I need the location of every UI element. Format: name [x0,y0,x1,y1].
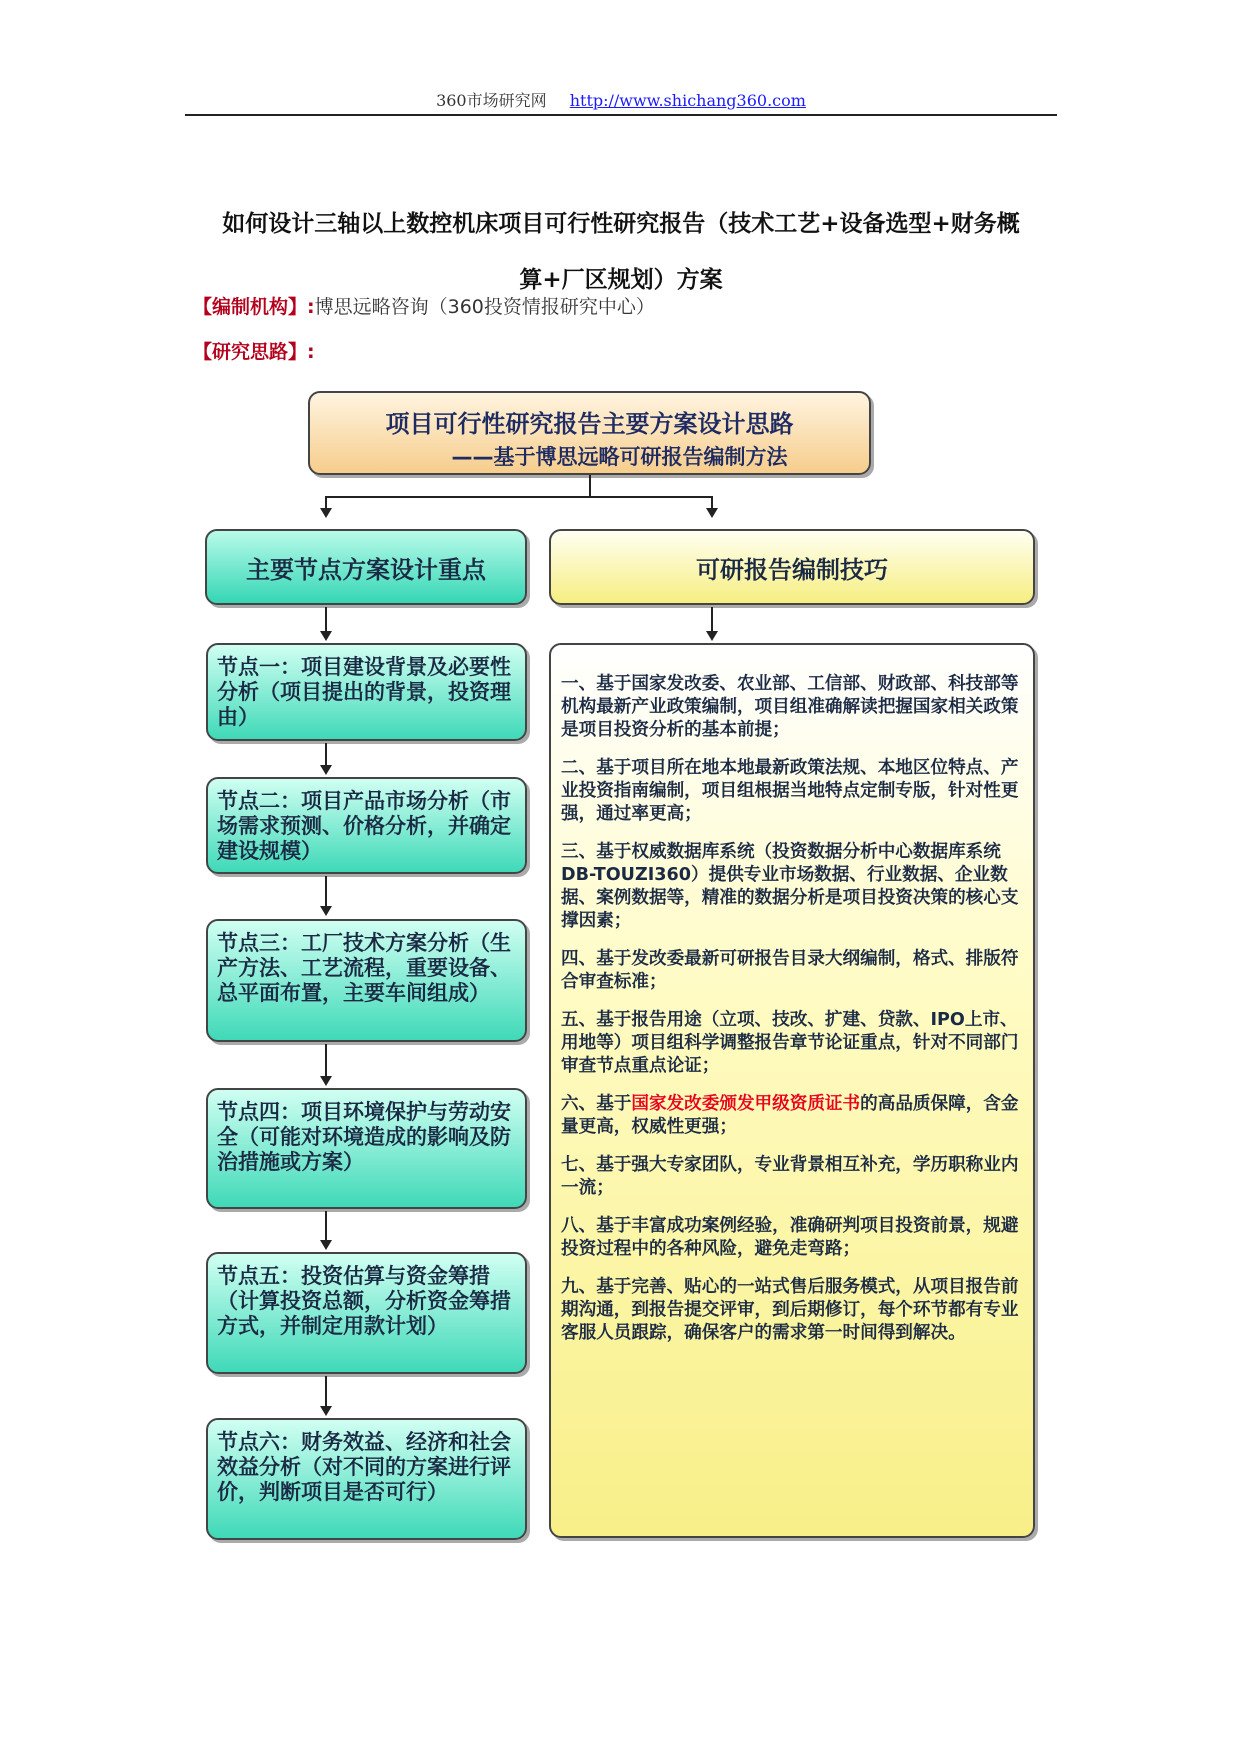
title-line-1: 如何设计三轴以上数控机床项目可行性研究报告（技术工艺+设备选型+财务概 [222,211,1020,237]
tips-box [549,643,1035,1538]
connector-arrow [320,607,332,641]
top-box-title: 项目可行性研究报告主要方案设计思路 [385,410,794,438]
connector-arrow [320,743,332,775]
connector-arrow [706,607,718,641]
flowchart-top-box [308,391,871,475]
tip-item: 八、基于丰富成功案例经验，准确研判项目投资前景，规避投资过程中的各种风险，避免走弯路； [561,1216,1019,1259]
title-line-2: 算+厂区规划）方案 [519,267,723,293]
tip-item: 二、基于项目所在地本地最新政策法规、本地区位特点、产业投资指南编制，项目组根据当地特点定制专版，针对性更强，通过率更高； [561,758,1019,824]
tip-item: 一、基于国家发改委、农业部、工信部、财政部、科技部等机构最新产业政策编制，项目组准确解读把握国家相关政策是项目投资分析的基本前提； [561,674,1019,740]
idea-label: 【研究思路】: [193,341,315,363]
connector-line [326,496,712,498]
org-label: 【编制机构】: [193,296,315,318]
page-header [185,88,1057,111]
org-line [193,292,655,319]
flowchart [195,381,1045,1546]
connector-arrow [320,1376,332,1416]
node-box: 节点五：投资估算与资金筹措（计算投资总额，分析资金筹措方式，并制定用款计划） [206,1252,527,1374]
node-box: 节点二：项目产品市场分析（市场需求预测、价格分析，并确定建设规模） [206,777,527,874]
tip-item: 七、基于强大专家团队，专业背景相互补充，学历职称业内一流； [561,1155,1019,1198]
tip-text: 六、基于 [561,1094,632,1114]
tip-item: 九、基于完善、贴心的一站式售后服务模式，从项目报告前期沟通，到报告提交评审，到后期修订，每个环节都有专业客服人员跟踪，确保客户的需求第一时间得到解决。 [561,1277,1019,1343]
tip-highlight: 国家发改委颁发甲级资质证书 [631,1094,861,1114]
connector-arrow [320,1044,332,1086]
node-box: 节点三：工厂技术方案分析（生产方法、工艺流程，重要设备、总平面布置，主要车间组成） [206,919,527,1042]
left-column-header: 主要节点方案设计重点 [205,529,527,605]
idea-line [193,337,315,364]
right-column-header: 可研报告编制技巧 [549,529,1035,605]
org-value: 博思远略咨询（360投资情报研究中心） [314,296,655,318]
connector-arrow [706,496,718,518]
node-box: 节点一：项目建设背景及必要性分析（项目提出的背景，投资理由） [206,643,527,741]
tip-item [561,1093,1025,1139]
top-box-subtitle: ——基于博思远略可研报告编制方法 [451,445,788,469]
connector-arrow [320,1211,332,1250]
header-rule [185,114,1057,116]
tip-item: 三、基于权威数据库系统（投资数据分析中心数据库系统DB-TOUZI360）提供专业市场数据、行业数据、企业数据、案例数据等，精准的数据分析是项目投资决策的核心支撑因素； [561,842,1019,931]
connector-arrow [320,876,332,916]
tip-text: 的高品质保障，含金量更高，权威性更强； [561,1094,1019,1137]
node-box: 节点四：项目环境保护与劳动安全（可能对环境造成的影响及防治措施或方案） [206,1088,527,1209]
site-url-link[interactable]: http://www.shichang360.com [569,91,806,110]
site-name: 360市场研究网 [436,91,547,110]
connector-arrow [584,475,596,497]
tip-item: 五、基于报告用途（立项、技改、扩建、贷款、IPO上市、用地等）项目组科学调整报告章节论证重点，针对不同部门审查节点重点论证； [561,1010,1019,1076]
connector-arrow [320,496,332,518]
tip-item: 四、基于发改委最新可研报告目录大纲编制，格式、排版符合审查标准； [561,949,1019,992]
node-box: 节点六：财务效益、经济和社会效益分析（对不同的方案进行评价，判断项目是否可行） [206,1418,527,1540]
